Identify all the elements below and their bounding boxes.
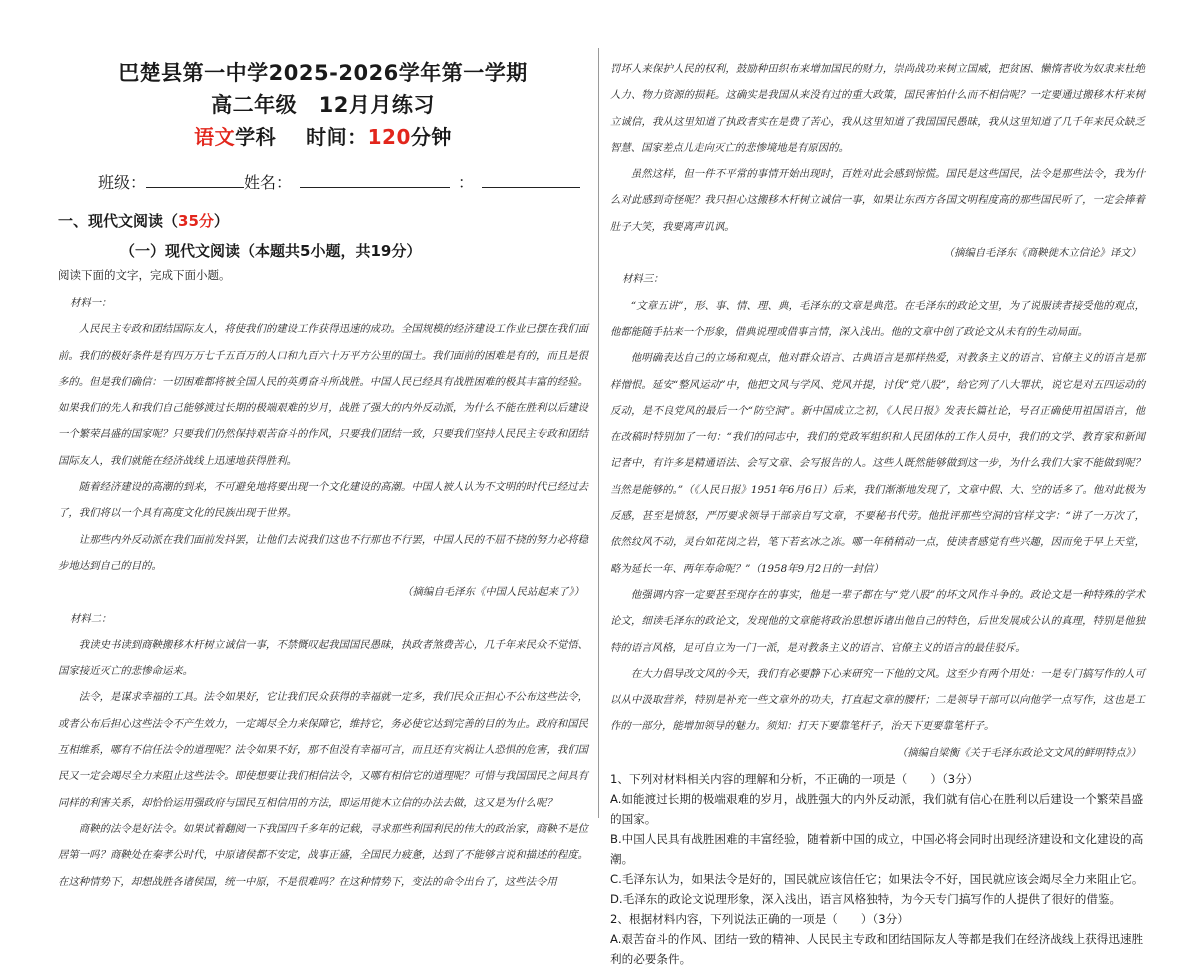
right-column xyxy=(610,56,1145,969)
section-score: 35分 xyxy=(178,212,214,230)
option-c: C.毛泽东认为，如果法令是好的，国民就应该信任它；如果法令不好，国民就应该会竭尽全力来阻止它。 xyxy=(610,872,1144,887)
option-b: B.中国人民具有战胜困难的丰富经验，随着新中国的成立，中国必将会同时出现经济建设和文化建设的高潮。 xyxy=(610,832,1144,867)
name-label: 姓名： xyxy=(244,173,293,192)
paragraph: 人民民主专政和团结国际友人，将使我们的建设工作获得迅速的成功。全国规模的经济建设工作业已摆在我们面前。我们的极好条件是有四万万七千五百万的人口和九百六十万平方公里的国土。我们面前的困难是有的，而且是很多的。但是我们确信：一切困难都将被全国人民的英勇奋斗所战胜。中国人民已经具有战胜困难的极其丰富的经验。如果我们的先人和我们自己能够渡过长期的极端艰难的岁月，战胜了强大的内外反动派，为什么不能在胜利以后建设一个繁荣昌盛的国家呢？只要我们仍然保持艰苦奋斗的作风，只要我们团结一致，只要我们坚持人民民主专政和团结国际友人，我们就能在经济战线上迅速地获得胜利。 xyxy=(58,323,588,467)
instruction-text: 阅读下面的文字，完成下面小题。 xyxy=(58,268,231,282)
option-a: A.艰苦奋斗的作风、团结一致的精神、人民民主专政和团结国际友人等都是我们在经济战线上获得迅速胜利的必要条件。 xyxy=(610,932,1144,967)
page-divider xyxy=(598,48,599,818)
source-citation: （摘编自毛泽东《商鞅徙木立信论》译文） xyxy=(943,247,1141,260)
left-column xyxy=(58,58,588,895)
extra-colon: ： xyxy=(458,173,475,192)
exam-title: 巴楚县第一中学2025-2026学年第一学期 xyxy=(118,61,528,85)
subject-time-line xyxy=(58,122,588,152)
option-d: D.毛泽东的政论文说理形象，深入浅出，语言风格独特，为今天专门搞写作的人提供了很好的借鉴。 xyxy=(610,892,1122,907)
question-stem: 1、下列对材料相关内容的理解和分析，不正确的一项是（ ）（3分） xyxy=(610,772,979,787)
material-label: 材料二： xyxy=(70,612,112,625)
paragraph: 在大力倡导改文风的今天，我们有必要静下心来研究一下他的文风。这至少有两个用处：一是专门搞写作的人可以从中汲取营养，特别是补充一些文章外的功夫，打直起文章的腰杆；二是领导干部可以向他学一点写作，这也是工作的一部分，能增加领导的魅力。须知：打天下要靠笔杆子，治天下更要靠笔杆子。 xyxy=(610,667,1145,733)
paragraph: 他明确表达自己的立场和观点，他对群众语言、古典语言是那样热爱，对教条主义的语言、官僚主义的语言是那样憎恨。延安“整风运动”中，他把文风与学风、党风并提，讨伐“党八股”，给它列了八大罪状，说它是对五四运动的反动，是不良党风的最后一个“防空洞”。新中国成立之初，《人民日报》发表长篇社论，号召正确使用祖国语言，他在改稿时特别加了一句：“我们的同志中，我们的党政军组织和人民团体的工作人员中，我们的文学、教育家和新闻记者中，有许多是精通语法、会写文章、会写报告的人。这些人既然能够做到这一步，为什么我们大家不能做到呢？当然是能够的。”（《人民日报》1951年6月6日）后来，我们渐渐地发现了，文章中假、大、空的话多了。他对此极为反感，甚至是愤怒，严厉要求领导干部亲自写文章，不要秘书代劳。他批评那些空洞的官样文字：“讲了一万次了，依然纹风不动，灵台如花岗之岩，笔下若玄冰之冻。哪一年稍稍动一点，使读者感觉有些兴趣，因而免于早上天堂，略为延长一年、两年寿命呢？”（1958年9月2日的一封信） xyxy=(610,352,1145,575)
option-a: A.如能渡过长期的极端艰难的岁月，战胜强大的内外反动派，我们就有信心在胜利以后建设一个繁荣昌盛的国家。 xyxy=(610,792,1144,827)
material-label: 材料一： xyxy=(70,297,112,309)
paragraph: 商鞅的法令是好法令。如果试着翻阅一下我国四千多年的记载，寻求那些利国利民的伟大的政治家，商鞅不是位居第一吗？商鞅处在秦孝公时代，中原诸侯都不安定，战事正盛，全国民力疲惫，达到了不能够言说和描述的程度。在这种情势下，却想战胜各诸侯国，统一中原，不是很难吗？在这种情势下，变法的命令出台了，这些法令用 xyxy=(58,822,588,888)
student-info-line xyxy=(58,170,588,194)
paragraph: 罚坏人来保护人民的权利，鼓励种田织布来增加国民的财力，崇尚战功来树立国威，把贫困、懒惰者收为奴隶来杜绝人力、物力资源的损耗。这确实是我国从来没有过的重大政策，国民害怕什么而不相信呢？一定要通过搬移木杆来树立诚信，我从这里知道了执政者实在是费了苦心，我从这里知道了我国国民愚昧，我从这里知道了几千年来民众缺乏智慧、国家差点儿走向灭亡的悲惨境地是有原因的。 xyxy=(610,63,1145,154)
source-citation: （摘编自梁衡《关于毛泽东政论文文风的鲜明特点》） xyxy=(896,746,1141,759)
material-label: 材料三： xyxy=(622,273,664,286)
section-heading xyxy=(58,210,588,232)
extra-field[interactable] xyxy=(482,170,580,188)
paragraph: 我读史书读到商鞅搬移木杆树立诚信一事，不禁慨叹起我国国民愚昧，执政者煞费苦心，几千年来民众不觉悟、国家接近灭亡的悲惨命运来。 xyxy=(58,638,588,678)
paragraph: 随着经济建设的高潮的到来，不可避免地将要出现一个文化建设的高潮。中国人被人认为不文明的时代已经过去了，我们将以一个具有高度文化的民族出现于世界。 xyxy=(58,481,588,520)
name-field[interactable] xyxy=(300,170,450,188)
time-value: 120 xyxy=(367,125,411,149)
question-block xyxy=(610,769,1145,969)
time-label: 时间： xyxy=(306,125,368,149)
question-stem: 2、根据材料内容，下列说法正确的一项是（ ）（3分） xyxy=(610,912,909,927)
section-title: 一、现代文阅读（ xyxy=(58,212,179,230)
source-citation: （摘编自毛泽东《中国人民站起来了》） xyxy=(402,586,584,599)
material-two-continued xyxy=(610,56,1145,766)
class-field[interactable] xyxy=(146,170,244,188)
material-one xyxy=(58,290,588,895)
class-label: 班级： xyxy=(98,173,147,192)
exam-subtitle: 高二年级 12月月练习 xyxy=(211,93,435,117)
section-title-end: ） xyxy=(213,212,229,230)
paragraph: “文章五讲”，形、事、情、理、典，毛泽东的文章是典范。在毛泽东的政论文里，为了说服读者接受他的观点，他都能随手拈来一个形象，借典说理或借事言情，深入浅出。他的文章中创了政论文从未有的生动局面。 xyxy=(610,299,1145,338)
paragraph: 虽然这样，但一件不平常的事情开始出现时，百姓对此会感到惊慌。国民是这些国民，法令是那些法令，我为什么对此感到奇怪呢？我只担心这搬移木杆树立诚信一事，如果让东西方各国文明程度高的那些国民听了，一定会捧着肚子大笑，我要离声讥讽。 xyxy=(610,168,1145,233)
subsection-heading: （一）现代文阅读（本题共5小题，共19分） xyxy=(120,242,422,260)
paragraph: 让那些内外反动派在我们面前发抖罢，让他们去说我们这也不行那也不行罢，中国人民的不屈不挠的努力必将稳步地达到自己的目的。 xyxy=(58,533,588,572)
paragraph: 法令，是谋求幸福的工具。法令如果好，它让我们民众获得的幸福就一定多，我们民众正担心不公布这些法令，或者公布后担心这些法令不产生效力，一定竭尽全力来保障它，维持它，务必使它达到完善的目的为止。政府和国民互相维系，哪有不信任法令的道理呢？法令如果不好，那不但没有幸福可言，而且还有灾祸让人恐惧的危害，我们国民又一定会竭尽全力来阻止这些法令。即使想要让我们相信法令，又哪有相信它的道理呢？可惜与我国国民之间具有同样的利害关系，却恰恰运用强政府与国民互相信用的方法，即运用徙木立信的办法去做，这又是为什么呢？ xyxy=(58,691,588,809)
subject-name: 语文 xyxy=(194,125,236,149)
time-unit: 分钟 xyxy=(410,125,452,149)
subject-suffix: 学科 xyxy=(235,125,277,149)
paragraph: 他强调内容一定要甚至现存在的事实，他是一辈子都在与“党八股”的坏文风作斗争的。政论文是一种特殊的学术论文，细读毛泽东的政论文，发现他的文章能将政治思想诉诸出他自己的特色，后世发展成公认的真理，特别是他独特的语言风格，足可自立为一门一派，是对教条主义的语言、官僚主义的语言的最佳驳斥。 xyxy=(610,588,1145,654)
